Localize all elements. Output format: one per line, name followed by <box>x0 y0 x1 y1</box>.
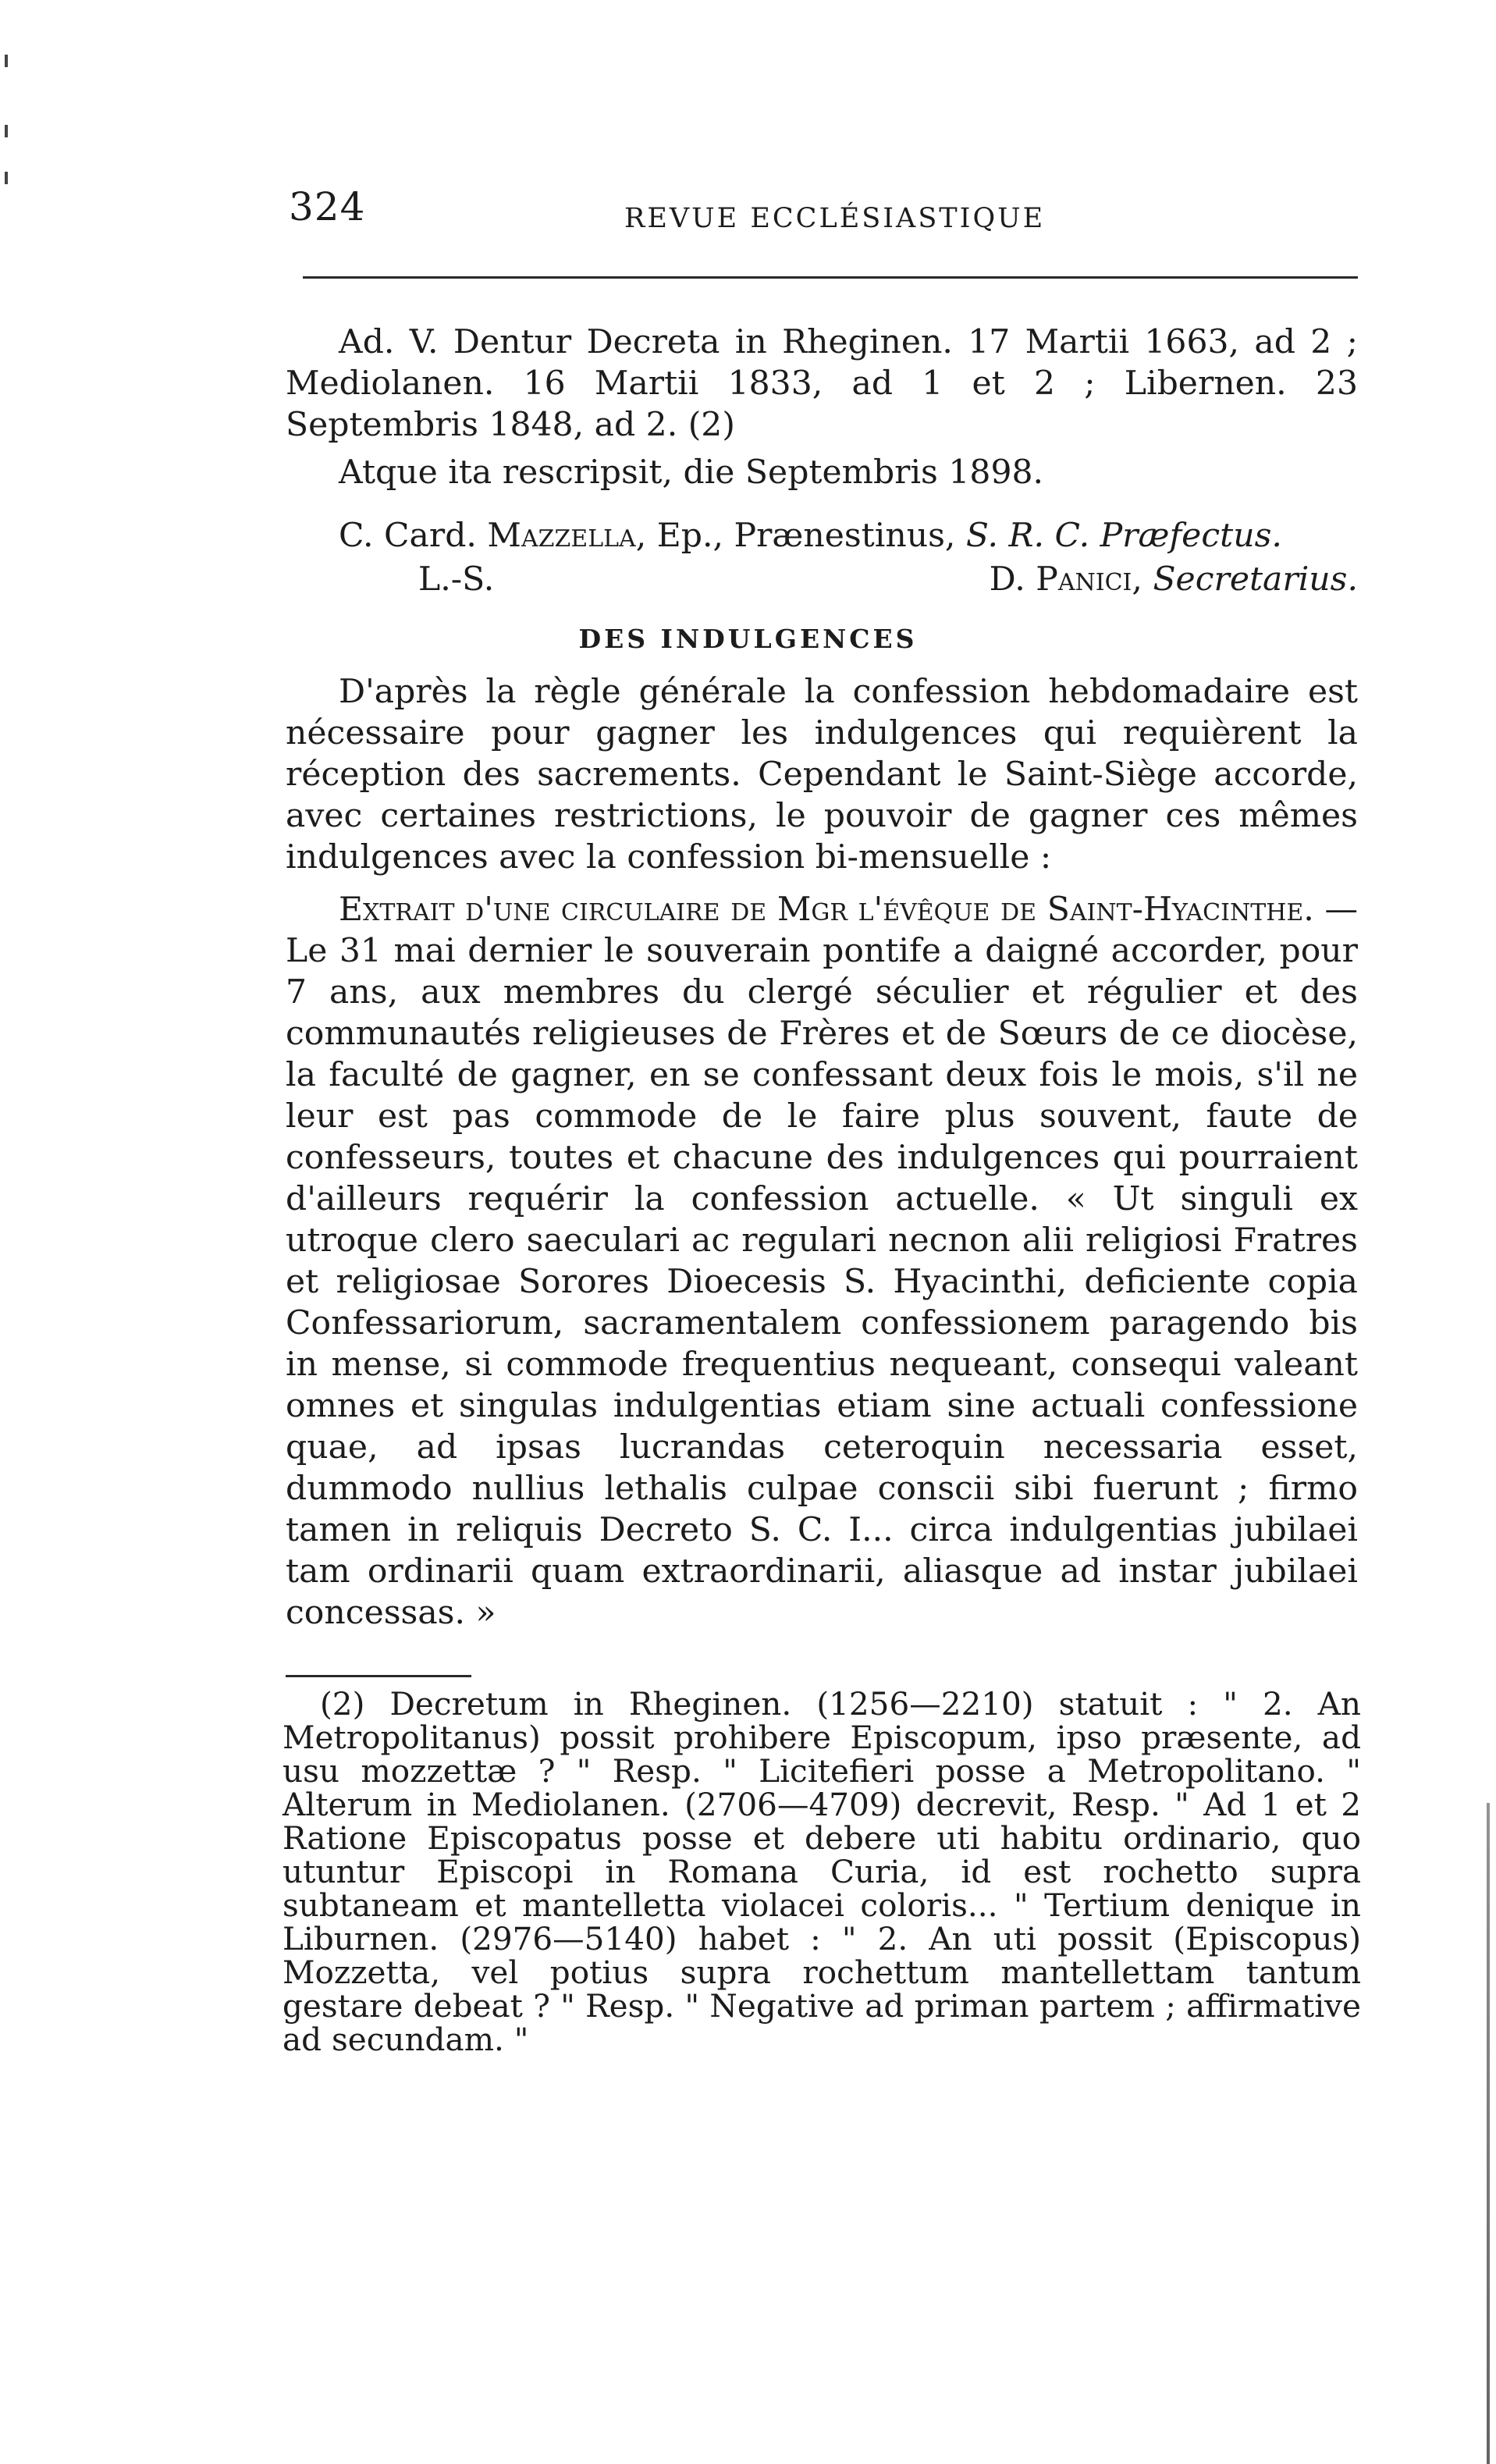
section-intro: D'après la règle générale la confession hebdomadaire est nécessaire pour gagner les indulgences qui requièrent la réception des sacrements. Cependant le Saint-Siège accorde, avec certaines restrictions, le pouvoir de gagner ces mêmes indulgences avec la confession bi-mensuelle : <box>286 673 1358 876</box>
decree-rescript: Atque ita rescripsit, die Septembris 1898. <box>339 453 1044 492</box>
signature-1-mid: , Ep., Prænestinus, <box>635 517 966 555</box>
footnote-rule <box>286 1675 471 1677</box>
signature-line-1 <box>286 515 1358 556</box>
scan-edge-mark <box>5 55 8 67</box>
seal-mark: L.-S. <box>418 560 495 599</box>
footnote-text: (2) Decretum in Rheginen. (1256—2210) statuit : " 2. An Metropolitanus) possit prohibere Episcopum, ipso præsente, ad usu mozzettæ ? " Resp. " Licitefieri posse a Metropolitano. " Alterum in Mediolanen. (2706—4709) decrevit, Resp. " Ad 1 et 2 Ratione Episcopatus posse et debere uti habitu ordinario, quo utuntur Episcopi in Romana Curia, id est rochetto supra subtaneam et mantelletta violacei coloris... " Tertium denique in Liburnen. (2976—5140) habet : " 2. An uti possit (Episcopus) Mozzetta, vel potius supra rochettum mantellettam tantum gestare debeat ? " Resp. " Negative ad priman partem ; affirmative ad secundam. " <box>282 1685 1361 2058</box>
signature-1-prefix: C. Card. <box>339 517 488 555</box>
scan-edge-mark <box>5 172 8 184</box>
decree-ad-v: Ad. V. Dentur Decreta in Rheginen. 17 Martii 1663, ad 2 ; Mediolanen. 16 Martii 1833, ad 1 et 2 ; Libernen. 23 Septembris 1848, ad 2. (2) <box>286 323 1358 444</box>
extract-paragraph <box>286 889 1358 1634</box>
signature-2-sep: , <box>1132 560 1153 599</box>
page-number: 324 <box>289 184 366 229</box>
signature-1-title: S. R. C. Præfectus. <box>965 517 1282 555</box>
signature-2 <box>990 559 1358 600</box>
decree-paragraph <box>286 322 1358 493</box>
scan-edge-mark <box>5 125 8 137</box>
scan-right-edge <box>1487 1803 1490 2464</box>
extract-body: — Le 31 mai dernier le souverain pontife a daigné accorder, pour 7 ans, aux membres du clergé séculier et régulier et des communautés religieuses de Frères et de Sœurs de ce diocèse, la faculté de gagner, en se confessant deux fois le mois, s'il ne leur est pas commode de le faire plus souvent, faute de confesseurs, toutes et chacune des indulgences qui pourraient d'ailleurs requérir la confession actuelle. « Ut singuli ex utroque clero saeculari ac regulari necnon alii religiosi Fratres et religiosae Sorores Dioecesis S. Hyacinthi, deficiente copia Confessariorum, sacramentalem confessionem paragendo bis in mense, si commode frequentius nequeant, consequi valeant omnes et singulas indulgentias etiam sine actuali confessione quae, ad ipsas lucrandas ceteroquin necessaria esset, dummodo nullius lethalis culpae conscii sibi fuerunt ; firmo tamen in reliquis Decreto S. C. I... circa indulgentias jubilaei tam ordinarii quam extraordinarii, aliasque ad instar jubilaei concessas. » <box>286 891 1358 1632</box>
page-header <box>0 184 1496 247</box>
extract-heading: Extrait d'une circulaire de Mgr l'évêque de Saint-Hyacinthe. <box>339 891 1314 929</box>
signature-2-prefix: D. <box>989 560 1036 599</box>
section-title: DES INDULGENCES <box>578 624 918 654</box>
running-head: REVUE ECCLÉSIASTIQUE <box>624 203 1046 234</box>
signature-2-title: Secretarius. <box>1153 560 1358 599</box>
header-rule <box>303 276 1358 279</box>
section-body <box>286 671 1358 1634</box>
signature-1-name: Mazzella <box>487 517 636 555</box>
signature-2-name: Panici <box>1036 560 1132 599</box>
footnote <box>282 1687 1361 2057</box>
